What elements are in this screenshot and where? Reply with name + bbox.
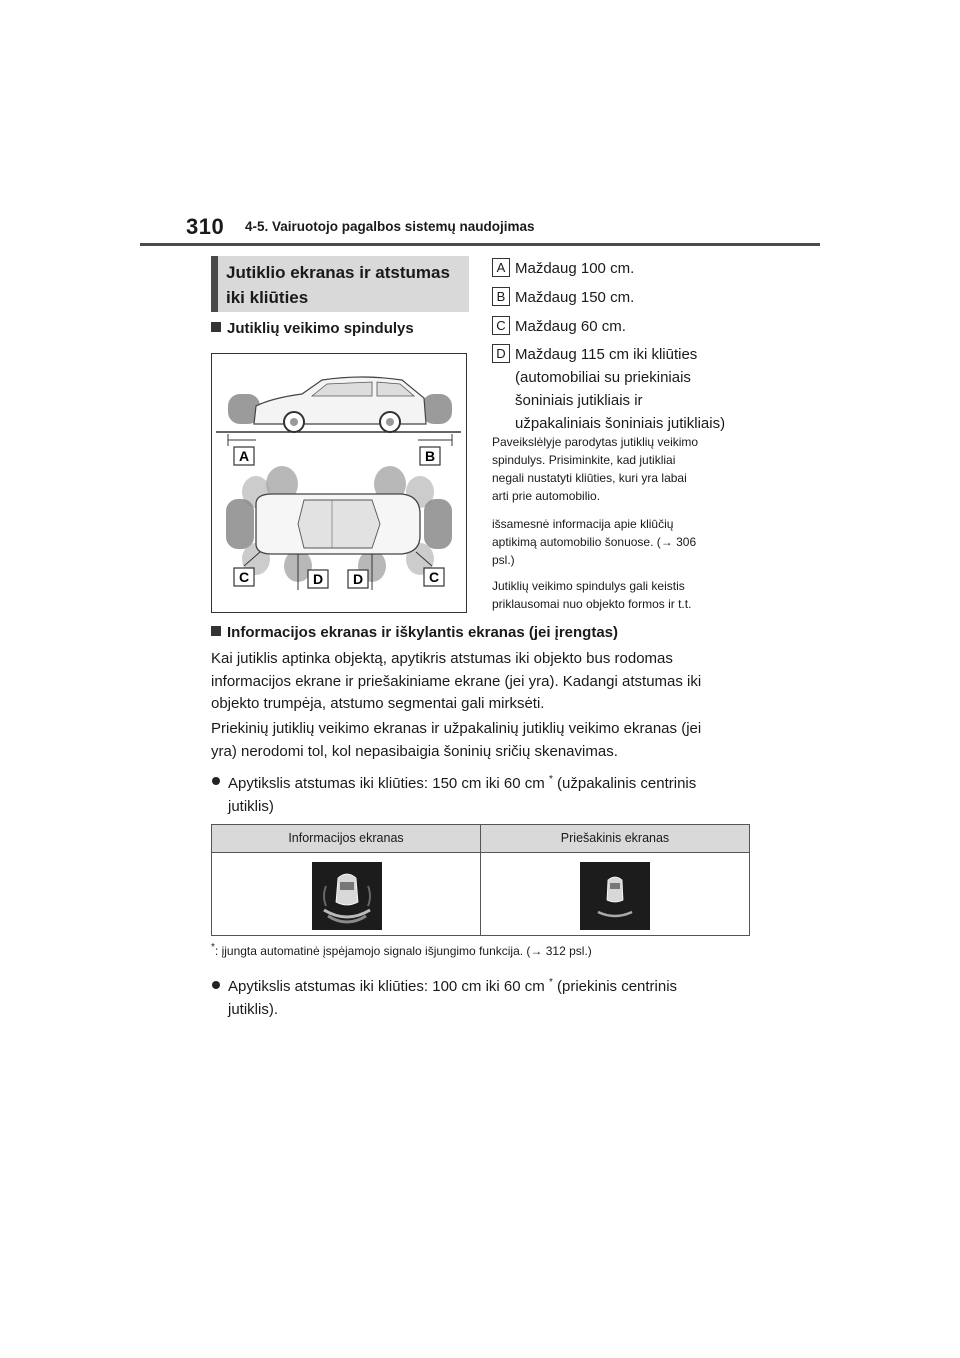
legend-key-d: D	[492, 344, 510, 363]
footnote	[211, 942, 592, 958]
legend-key-c: C	[492, 316, 510, 335]
head-up-display-image	[580, 862, 650, 930]
note-side-detection	[492, 515, 750, 569]
top-view-car	[226, 466, 452, 590]
note1-line3: negali nustatyti kliūties, kuri yra labai	[492, 471, 687, 485]
figure-label-b: B	[424, 448, 436, 464]
table-divider	[480, 825, 481, 935]
legend-item-d	[492, 343, 762, 435]
square-bullet-icon	[211, 322, 221, 332]
p1-line3: objekto trumpėja, atstumo segmentai gali mirksėti.	[211, 695, 545, 712]
bullet1-star: *	[548, 774, 553, 785]
header-rule	[140, 243, 820, 246]
sensor-range-figure	[211, 353, 467, 613]
paragraph-1	[211, 648, 751, 716]
paragraph-2	[211, 718, 751, 763]
p1-line1: Kai jutiklis aptinka objektą, apytikris atstumas iki objekto bus rodomas	[211, 650, 673, 667]
bullet1-text: Apytikslis atstumas iki kliūties: 150 cm iki 60 cm	[228, 775, 545, 792]
display-table	[211, 824, 750, 936]
page-number: 310	[186, 214, 225, 239]
info-display-image	[312, 862, 382, 930]
bullet2-line1	[228, 972, 748, 999]
subsection-heading-display	[211, 624, 618, 641]
bullet1-line1	[228, 769, 748, 796]
bullet-front-center	[228, 972, 748, 1021]
bullet-icon	[212, 777, 220, 785]
bullet2-text-end: (priekinis centrinis	[557, 978, 678, 995]
section-title-line2: iki kliūties	[226, 288, 309, 307]
table-header-head-up: Priešakinis ekranas	[560, 831, 670, 845]
legend-text-b: Maždaug 150 cm.	[515, 289, 635, 306]
legend-key-a: A	[492, 258, 510, 277]
figure-label-d-right: D	[352, 571, 364, 587]
bullet2-star: *	[548, 977, 553, 988]
bullet1-line2: jutiklis)	[228, 797, 274, 815]
figure-label-c-right: C	[428, 569, 440, 585]
p2-line2: yra) nerodomi tol, kol nepasibaigia šoninių sričių skenavimas.	[211, 742, 618, 760]
legend-d-line1: Maždaug 115 cm iki kliūties	[515, 346, 698, 363]
p2-line1: Priekinių jutiklių veikimo ekranas ir užpakalinių jutiklių veikimo ekranas (jei	[211, 720, 702, 737]
square-bullet-icon	[211, 626, 221, 636]
figure-label-c-left: C	[238, 569, 250, 585]
note-range-varies	[492, 577, 750, 613]
footnote-star: *	[211, 942, 215, 953]
bullet1-text-end: (užpakalinis centrinis	[557, 775, 697, 792]
bullet-icon	[212, 981, 220, 989]
table-header-info-display: Informacijos ekranas	[288, 831, 404, 845]
note1-line2: spindulys. Prisiminkite, kad jutikliai	[492, 453, 676, 467]
legend-key-b: B	[492, 287, 510, 306]
section-title-line1: Jutiklio ekranas ir atstumas	[226, 263, 450, 282]
subsection-title: Jutiklių veikimo spindulys	[227, 320, 414, 337]
side-view-car	[216, 377, 461, 446]
section-heading	[211, 256, 469, 312]
figure-label-a: A	[238, 448, 250, 464]
p1-line2: informacijos ekrane ir priešakiniame ekrane (jei yra). Kadangi atstumas iki	[211, 672, 702, 690]
legend-text-d	[515, 343, 755, 435]
figure-label-d-left: D	[312, 571, 324, 587]
note2-line2: aptikimą automobilio šonuose. (→ 306	[492, 535, 697, 549]
note-range-figure	[492, 433, 750, 505]
note1-line4: arti prie automobilio.	[492, 489, 601, 503]
bullet-rear-center	[228, 769, 748, 818]
footnote-text: : įjungta automatinė įspėjamojo signalo išjungimo funkcija. (→ 312 psl.)	[214, 944, 592, 958]
subsection-heading-range	[211, 320, 414, 337]
bullet2-line2: jutiklis).	[228, 1000, 279, 1018]
legend-text-a: Maždaug 100 cm.	[515, 260, 635, 277]
sensor-range-diagram	[212, 354, 465, 611]
chapter-title: 4-5. Vairuotojo pagalbos sistemų naudojimas	[245, 219, 535, 234]
note3-line1: Jutiklių veikimo spindulys gali keistis	[492, 579, 685, 593]
note1-line1: Paveikslėlyje parodytas jutiklių veikimo	[492, 435, 699, 449]
note3-line2: priklausomai nuo objekto formos ir t.t.	[492, 597, 692, 611]
legend-d-line2: (automobiliai su priekiniais	[515, 369, 691, 386]
subsection2-title: Informacijos ekranas ir iškylantis ekranas (jei įrengtas)	[227, 624, 619, 641]
legend-d-line3: šoniniais jutikliais ir	[515, 392, 643, 409]
legend-d-line4: užpakaliniais šoniniais jutikliais)	[515, 415, 726, 432]
note2-line1: išsamesnė informacija apie kliūčių	[492, 517, 674, 531]
bullet2-text: Apytikslis atstumas iki kliūties: 100 cm iki 60 cm	[228, 978, 545, 995]
note2-line3: psl.)	[492, 553, 515, 567]
legend-text-c: Maždaug 60 cm.	[515, 318, 626, 335]
